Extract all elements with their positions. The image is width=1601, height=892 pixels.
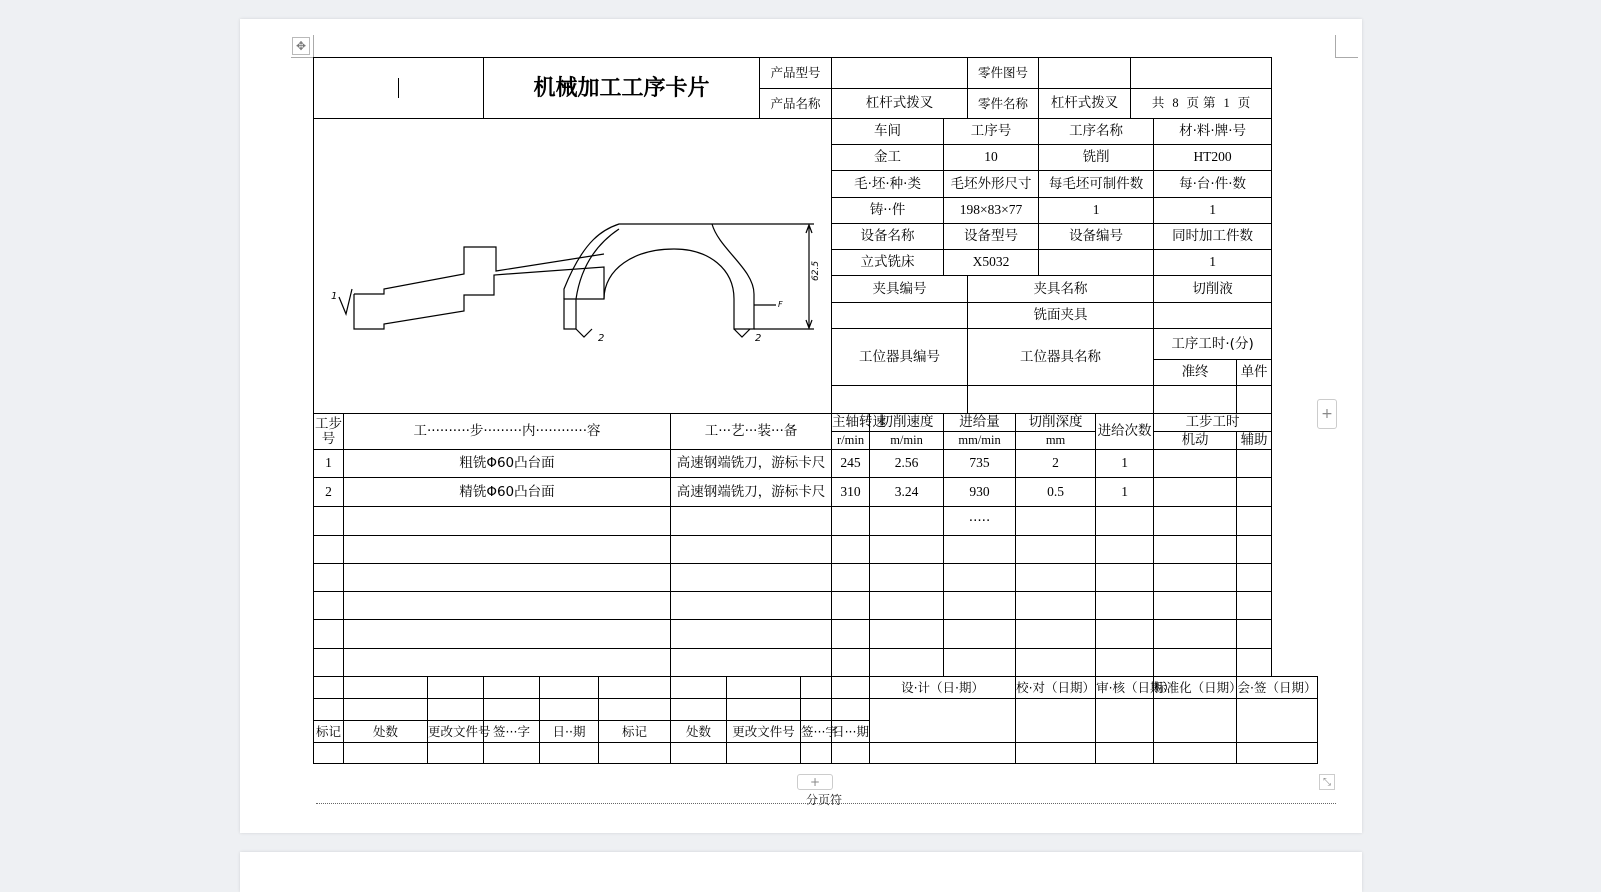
mark-label-2: 标记 (599, 721, 671, 743)
step-depth[interactable]: 0.5 (1016, 478, 1096, 507)
step-spindle[interactable] (832, 564, 870, 592)
part-name-label: 零件名称 (968, 89, 1039, 119)
equip-name-value[interactable]: 立式铣床 (832, 250, 944, 276)
rev-sign-2[interactable] (801, 699, 832, 721)
page-count (1131, 89, 1272, 119)
check-date-cell[interactable] (1016, 743, 1096, 764)
process-name-value[interactable]: 铣削 (1039, 145, 1154, 171)
step-no-header: 工步号 (314, 414, 344, 450)
feed-unit: mm/min (944, 432, 1016, 450)
step-passes[interactable] (1096, 592, 1154, 620)
standard-sign-cell[interactable] (1154, 699, 1237, 743)
step-aux-time[interactable] (1237, 564, 1272, 592)
rev-sign-2[interactable] (801, 677, 832, 699)
step-no[interactable] (314, 536, 344, 564)
step-feed[interactable] (944, 592, 1016, 620)
step-speed[interactable] (870, 564, 944, 592)
step-depth[interactable] (1016, 649, 1096, 677)
sign-label: 签···字 (484, 721, 540, 743)
step-feed[interactable]: ····· (944, 507, 1016, 536)
step-machine-time[interactable] (1154, 450, 1237, 478)
margin-corner-tr (1335, 35, 1358, 58)
spindle-header: 主轴转速 (832, 414, 887, 431)
step-passes[interactable]: 1 (1096, 450, 1154, 478)
standard-date-cell[interactable] (1154, 743, 1237, 764)
step-time-header: 工步工时 (1154, 414, 1272, 432)
step-spindle[interactable] (832, 649, 870, 677)
step-depth[interactable] (1016, 620, 1096, 649)
total-pages: 8 (1172, 96, 1179, 111)
add-column-button[interactable]: + (1317, 399, 1337, 429)
rev-mark[interactable] (314, 743, 344, 764)
rev-count-2[interactable] (671, 677, 727, 699)
per-machine-value[interactable]: 1 (1154, 198, 1272, 224)
step-machine-time[interactable] (1154, 507, 1237, 536)
page-break-label: 分页符 (806, 793, 843, 807)
step-no[interactable] (314, 507, 344, 536)
fixture-no-value[interactable] (832, 303, 968, 329)
step-aux-time[interactable] (1237, 507, 1272, 536)
drawing-arch-right (604, 224, 754, 329)
step-aux-time[interactable] (1237, 478, 1272, 507)
table-move-icon[interactable]: ✥ (292, 37, 310, 55)
mark-1-text: 1 (331, 291, 338, 302)
step-speed[interactable] (870, 536, 944, 564)
page-unit: 页 (1186, 95, 1200, 111)
product-model-label: 产品型号 (760, 58, 832, 89)
header-blank-cell[interactable] (1131, 58, 1272, 89)
step-content[interactable]: 精铣Φ60凸台面 (344, 478, 671, 507)
process-time-label: 工序工时·(分) (1154, 329, 1272, 360)
step-no[interactable] (314, 620, 344, 649)
step-spindle[interactable] (832, 507, 870, 536)
blank-type-value[interactable]: 铸··件 (832, 198, 944, 224)
part-drawing-no-value[interactable] (1039, 58, 1131, 89)
process-no-label: 工序号 (944, 119, 1039, 145)
count-label: 处数 (344, 721, 428, 743)
step-equipment[interactable] (671, 620, 832, 649)
fixture-name-value[interactable]: 铣面夹具 (968, 303, 1154, 329)
material-value[interactable]: HT200 (1154, 145, 1272, 171)
step-speed[interactable] (870, 649, 944, 677)
step-feed[interactable]: 930 (944, 478, 1016, 507)
rev-mark-2[interactable] (599, 677, 671, 699)
step-speed[interactable] (870, 507, 944, 536)
step-content[interactable] (344, 564, 671, 592)
design-date-cell[interactable] (870, 743, 1016, 764)
equip-model-value[interactable]: X5032 (944, 250, 1039, 276)
review-label: 审·核（日期） (1096, 677, 1154, 699)
step-feed[interactable]: 735 (944, 450, 1016, 478)
step-aux-time[interactable] (1237, 620, 1272, 649)
table-row (314, 620, 1318, 649)
process-card-table (313, 57, 1318, 764)
page-no: 1 (1223, 96, 1230, 111)
surface-mark-1 (339, 289, 352, 314)
step-equipment[interactable] (671, 564, 832, 592)
process-name-label: 工序名称 (1039, 119, 1154, 145)
rev-sign[interactable] (484, 699, 540, 721)
station-tool-no-label: 工位器具编号 (832, 329, 968, 386)
table-row (314, 507, 1318, 536)
passes-header: 进给次数 (1096, 414, 1154, 450)
blank-type-label: 毛·坯·种·类 (832, 171, 944, 198)
step-spindle[interactable] (832, 592, 870, 620)
depth-unit: mm (1016, 432, 1096, 450)
step-depth[interactable]: 2 (1016, 450, 1096, 478)
rev-mark-2[interactable] (599, 743, 671, 764)
step-passes[interactable] (1096, 620, 1154, 649)
countersign-date-cell[interactable] (1237, 743, 1318, 764)
mark-2a-text: 2 (598, 333, 605, 344)
mark-label: 标记 (314, 721, 344, 743)
depth-header: 切削深度 (1016, 414, 1096, 432)
page-unit-2: 页 (1237, 95, 1251, 111)
step-equipment[interactable] (671, 649, 832, 677)
equip-name-label: 设备名称 (832, 224, 944, 250)
rev-count[interactable] (344, 743, 428, 764)
step-aux-time[interactable] (1237, 536, 1272, 564)
table-row (314, 699, 1318, 721)
cut-speed-unit: m/min (870, 432, 944, 450)
step-spindle[interactable]: 245 (832, 450, 870, 478)
step-machine-time[interactable] (1154, 536, 1237, 564)
part-sketch (314, 119, 846, 413)
step-content-header: 工··········步·········内············容 (344, 414, 671, 450)
unit-time-label: 单件 (1237, 360, 1272, 386)
aux-time-header: 辅助 (1237, 432, 1272, 450)
unit-time-value[interactable] (1237, 386, 1272, 414)
step-machine-time[interactable] (1154, 592, 1237, 620)
table-row (314, 478, 1318, 507)
step-spindle[interactable]: 310 (832, 478, 870, 507)
rev-mark-2[interactable] (599, 699, 671, 721)
spindle-unit: r/min (832, 432, 870, 450)
step-depth[interactable] (1016, 564, 1096, 592)
rev-count[interactable] (344, 677, 428, 699)
step-feed[interactable] (944, 564, 1016, 592)
design-label: 设·计（日·期） (870, 677, 1016, 699)
blank-dim-value[interactable]: 198×83×77 (944, 198, 1039, 224)
step-machine-time[interactable] (1154, 478, 1237, 507)
step-no[interactable] (314, 649, 344, 677)
table-row (314, 450, 1318, 478)
step-content[interactable] (344, 536, 671, 564)
workshop-label: 车间 (832, 119, 944, 145)
page-no-prefix: 第 (1203, 95, 1216, 111)
equip-no-value[interactable] (1039, 250, 1154, 276)
step-content[interactable] (344, 649, 671, 677)
logo-cell[interactable] (314, 58, 484, 119)
check-label: 校·对（日期） (1016, 677, 1096, 699)
step-feed[interactable] (944, 536, 1016, 564)
change-doc-label: 更改文件号 (428, 721, 484, 743)
mark-2b-text: 2 (755, 333, 762, 344)
part-drawing-no-label: 零件图号 (968, 58, 1039, 89)
rev-date-2[interactable] (832, 677, 870, 699)
simultaneous-label: 同时加工件数 (1154, 224, 1272, 250)
total-pages-prefix: 共 (1151, 95, 1165, 111)
step-equipment[interactable] (671, 592, 832, 620)
coolant-label: 切削液 (1154, 276, 1272, 303)
standard-label: 标准化（日期） (1154, 677, 1237, 699)
text-cursor (398, 78, 399, 98)
date-label-2: 日···期 (832, 721, 870, 743)
station-tool-no-value[interactable] (832, 386, 968, 414)
step-content[interactable] (344, 507, 671, 536)
fixture-no-label: 夹具编号 (832, 276, 968, 303)
rev-count-2[interactable] (671, 743, 727, 764)
rev-date-2[interactable] (832, 699, 870, 721)
table-row (314, 564, 1318, 592)
step-feed[interactable] (944, 649, 1016, 677)
add-row-button[interactable]: + (797, 774, 833, 790)
arrow-label: F (778, 300, 783, 309)
coolant-value[interactable] (1154, 303, 1272, 329)
step-aux-time[interactable] (1237, 649, 1272, 677)
rev-doc-2[interactable] (727, 677, 801, 699)
simultaneous-value[interactable]: 1 (1154, 250, 1272, 276)
step-no[interactable] (314, 592, 344, 620)
workshop-value[interactable]: 金工 (832, 145, 944, 171)
table-row (314, 536, 1318, 564)
step-speed[interactable]: 2.56 (870, 450, 944, 478)
parts-per-blank-label: 每毛坯可制件数 (1039, 171, 1154, 198)
step-passes[interactable]: 1 (1096, 478, 1154, 507)
rev-doc[interactable] (428, 677, 484, 699)
per-machine-label: 每·台·件·数 (1154, 171, 1272, 198)
rev-doc-2[interactable] (727, 743, 801, 764)
step-machine-time[interactable] (1154, 620, 1237, 649)
surface-mark-2a (576, 329, 592, 337)
material-label: 材·料·牌·号 (1154, 119, 1272, 145)
sign-label-2: 签···字 (801, 721, 832, 743)
step-spindle[interactable] (832, 620, 870, 649)
rev-date[interactable] (540, 699, 599, 721)
step-no[interactable]: 2 (314, 478, 344, 507)
review-date-cell[interactable] (1096, 743, 1154, 764)
rev-sign[interactable] (484, 677, 540, 699)
drawing-outline-top (354, 247, 604, 294)
drawing-outline-left (354, 267, 604, 329)
feed-header: 进给量 (944, 414, 1016, 432)
fixture-name-label: 夹具名称 (968, 276, 1154, 303)
blank-dim-label: 毛坯外形尺寸 (944, 171, 1039, 198)
rev-mark[interactable] (314, 677, 344, 699)
station-tool-name-label: 工位器具名称 (968, 329, 1154, 386)
step-machine-time[interactable] (1154, 649, 1237, 677)
product-model-value[interactable] (832, 58, 968, 89)
count-label-2: 处数 (671, 721, 727, 743)
product-name-value[interactable]: 杠杆式拨叉 (832, 89, 968, 119)
table-row (314, 649, 1318, 677)
process-no-value[interactable]: 10 (944, 145, 1039, 171)
machine-time-header: 机动 (1154, 432, 1237, 450)
step-depth[interactable] (1016, 507, 1096, 536)
step-no[interactable]: 1 (314, 450, 344, 478)
rev-doc-2[interactable] (727, 699, 801, 721)
surface-mark-2b (734, 329, 750, 337)
table-row (314, 592, 1318, 620)
step-depth[interactable] (1016, 592, 1096, 620)
part-drawing (314, 119, 832, 414)
countersign-label: 会·签（日期） (1237, 677, 1318, 699)
step-passes[interactable] (1096, 536, 1154, 564)
date-label: 日··期 (540, 721, 599, 743)
table-resize-icon[interactable]: ⤡ (1319, 774, 1335, 790)
rev-mark[interactable] (314, 699, 344, 721)
rev-doc[interactable] (428, 743, 484, 764)
rev-doc[interactable] (428, 699, 484, 721)
change-doc-label-2: 更改文件号 (727, 721, 801, 743)
design-sign-cell[interactable] (870, 699, 1016, 743)
step-equipment[interactable]: 高速钢端铣刀，游标卡尺 (671, 478, 832, 507)
step-passes[interactable] (1096, 507, 1154, 536)
station-tool-name-value[interactable] (968, 386, 1154, 414)
rev-count[interactable] (344, 699, 428, 721)
drawing-arch-top (564, 224, 714, 299)
rev-count-2[interactable] (671, 699, 727, 721)
step-depth[interactable] (1016, 536, 1096, 564)
step-speed[interactable] (870, 620, 944, 649)
step-spindle[interactable] (832, 536, 870, 564)
drawing-arch-left (576, 229, 619, 299)
step-equipment[interactable] (671, 536, 832, 564)
step-equipment[interactable]: 高速钢端铣刀，游标卡尺 (671, 450, 832, 478)
equip-no-label: 设备编号 (1039, 224, 1154, 250)
step-content[interactable] (344, 592, 671, 620)
countersign-cell[interactable] (1237, 699, 1318, 743)
next-page (240, 852, 1362, 892)
step-aux-time[interactable] (1237, 592, 1272, 620)
prep-time-value[interactable] (1154, 386, 1237, 414)
table-row (314, 677, 1318, 699)
card-title: 机械加工工序卡片 (484, 58, 760, 119)
dim-text: 62.5 (811, 260, 821, 281)
prep-time-label: 准终 (1154, 360, 1237, 386)
step-passes[interactable] (1096, 564, 1154, 592)
step-passes[interactable] (1096, 649, 1154, 677)
parts-per-blank-value[interactable]: 1 (1039, 198, 1154, 224)
rev-date[interactable] (540, 677, 599, 699)
step-content[interactable] (344, 620, 671, 649)
step-equipment-header: 工···艺···装···备 (671, 414, 832, 450)
step-no[interactable] (314, 564, 344, 592)
step-speed[interactable] (870, 592, 944, 620)
part-name-value[interactable]: 杠杆式拨叉 (1039, 89, 1131, 119)
rev-sign[interactable] (484, 743, 540, 764)
step-feed[interactable] (944, 620, 1016, 649)
review-sign-cell[interactable] (1096, 699, 1154, 743)
step-aux-time[interactable] (1237, 450, 1272, 478)
table-row (314, 743, 1318, 764)
step-equipment[interactable] (671, 507, 832, 536)
product-name-label: 产品名称 (760, 89, 832, 119)
rev-date[interactable] (540, 743, 599, 764)
step-content[interactable]: 粗铣Φ60凸台面 (344, 450, 671, 478)
rev-date-2[interactable] (832, 743, 870, 764)
equip-model-label: 设备型号 (944, 224, 1039, 250)
step-speed[interactable]: 3.24 (870, 478, 944, 507)
check-sign-cell[interactable] (1016, 699, 1096, 743)
rev-sign-2[interactable] (801, 743, 832, 764)
step-machine-time[interactable] (1154, 564, 1237, 592)
cut-speed-header: 切削速度 (870, 414, 944, 432)
